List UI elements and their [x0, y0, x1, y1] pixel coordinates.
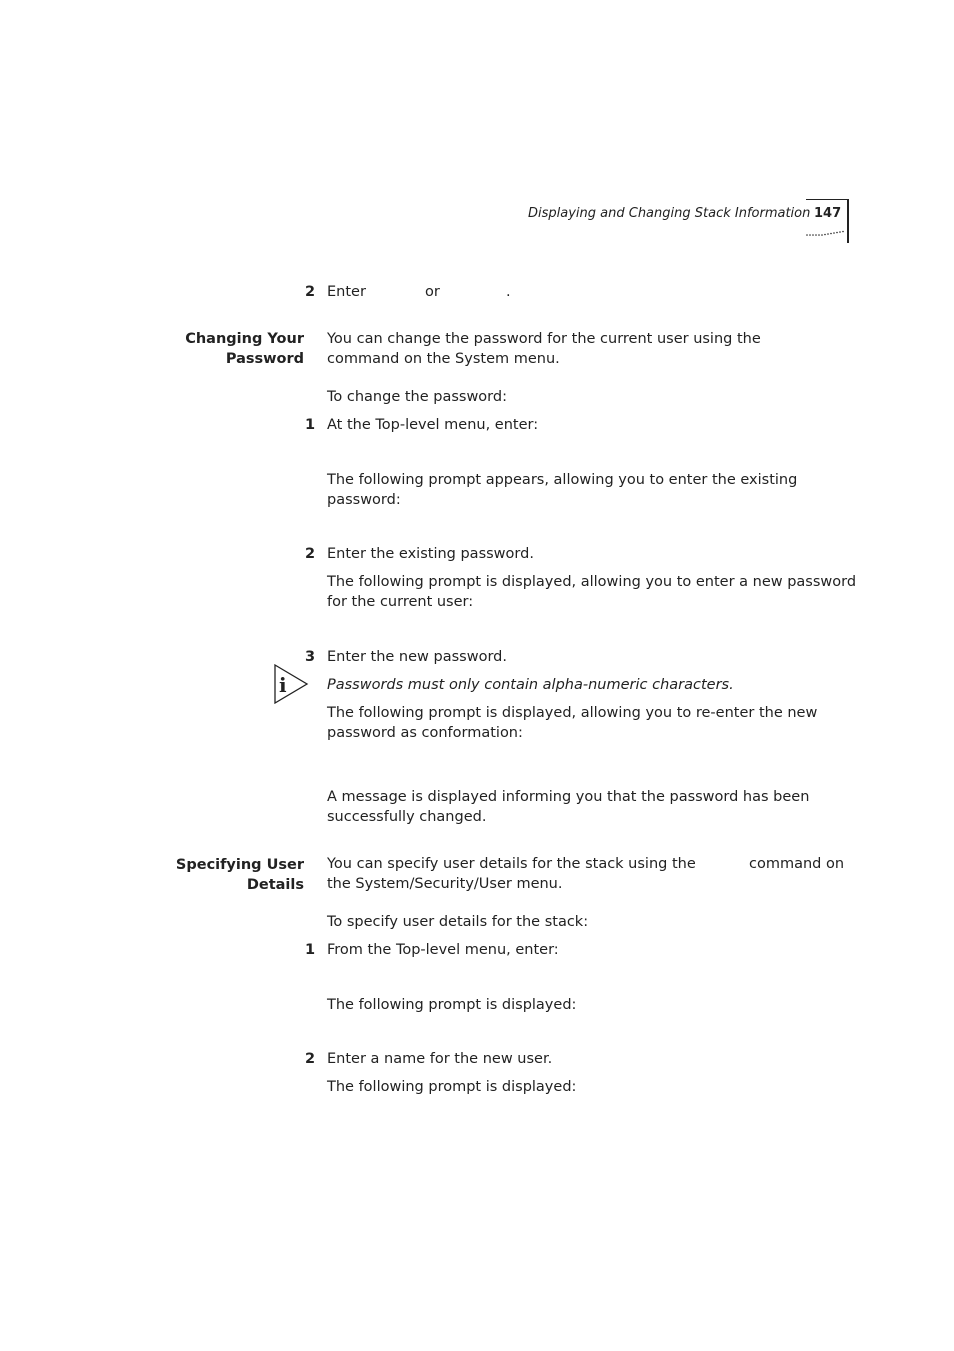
step-number: 2	[305, 284, 316, 300]
step-number: 1	[305, 417, 316, 433]
step-text: From the Top-level menu, enter:	[327, 942, 559, 958]
page-number: 147	[814, 206, 842, 221]
step-text: At the Top-level menu, enter:	[327, 417, 539, 433]
header-rule-horizontal	[806, 199, 848, 200]
paragraph-line: for the current user:	[327, 594, 474, 610]
svg-text:i: i	[279, 673, 287, 697]
header-dots-decoration	[806, 230, 848, 238]
paragraph-line: You can change the password for the current user using the	[327, 331, 761, 347]
step-text-enter: Enter	[327, 284, 366, 300]
paragraph-line: The following prompt is displayed, allowing you to re-enter the new	[327, 705, 818, 721]
paragraph-line: password:	[327, 492, 401, 508]
section-heading-user-details-line2: Details	[246, 877, 304, 893]
paragraph-line: command on the System menu.	[327, 351, 560, 367]
paragraph-line: The following prompt appears, allowing you to enter the existing	[327, 472, 798, 488]
paragraph-line: the System/Security/User menu.	[327, 876, 563, 892]
step-number: 1	[305, 942, 316, 958]
step-number: 3	[305, 649, 316, 665]
paragraph-line: successfully changed.	[327, 809, 487, 825]
paragraph-line: The following prompt is displayed, allowing you to enter a new password	[327, 574, 857, 590]
paragraph-line: You can specify user details for the stack using the	[327, 856, 696, 872]
paragraph-line: command on	[749, 856, 845, 872]
section-heading-changing-password-line1: Changing Your	[185, 331, 304, 347]
paragraph-line: To specify user details for the stack:	[327, 914, 589, 930]
section-heading-user-details-line1: Specifying User	[175, 857, 304, 873]
step-text-or: or	[425, 284, 440, 300]
paragraph-line: To change the password:	[327, 389, 507, 405]
step-text: Enter the existing password.	[327, 546, 534, 562]
running-header-title: Displaying and Changing Stack Information	[528, 206, 811, 221]
step-number: 2	[305, 546, 316, 562]
section-heading-changing-password-line2: Password	[225, 351, 304, 367]
info-icon	[273, 664, 309, 704]
step-text: Enter the new password.	[327, 649, 507, 665]
step-number: 2	[305, 1051, 316, 1067]
step-text: Enter a name for the new user.	[327, 1051, 553, 1067]
paragraph-line: The following prompt is displayed:	[327, 1079, 577, 1095]
step-text-period: .	[506, 284, 511, 300]
paragraph-line: The following prompt is displayed:	[327, 997, 577, 1013]
note-text: Passwords must only contain alpha-numeric characters.	[327, 677, 734, 693]
paragraph-line: A message is displayed informing you that the password has been	[327, 789, 810, 805]
paragraph-line: password as conformation:	[327, 725, 523, 741]
